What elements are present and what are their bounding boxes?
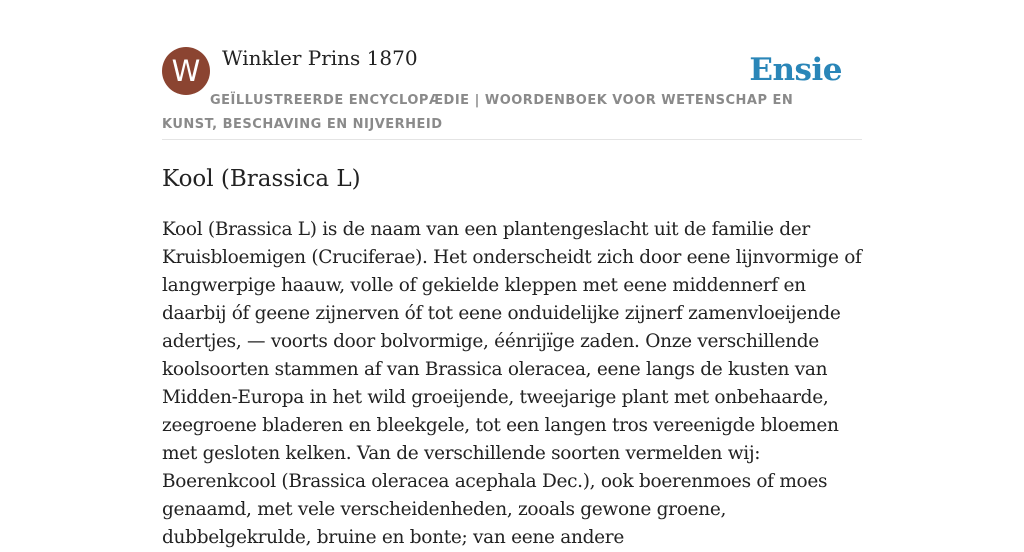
header (162, 0, 862, 140)
source-avatar[interactable]: W (162, 47, 210, 95)
source-title[interactable]: Winkler Prins 1870 (222, 46, 418, 70)
article-title: Kool (Brassica L) (162, 166, 361, 192)
source-subtitle: GEÏLLUSTREERDE ENCYCLOPÆDIE | WOORDENBOEK VOOR WETENSCHAP EN KUNST, BESCHAVING EN NIJVERHEID (162, 93, 794, 132)
ensie-logo-link[interactable]: Ensie (749, 52, 842, 88)
page (162, 0, 862, 548)
article-body: Kool (Brassica L) is de naam van een plantengeslacht uit de familie der Kruisbloemigen (Cruciferae). Het onderscheidt zich door eene lijnvormige of langwerpige haauw, volle of gekielde kleppen met eene middennerf en daarbij óf geene zijnerven óf tot eene onduidelijke zijnerf zamenvloeijende adertjes, — voorts door bolvormige, éénrijïge zaden. Onze verschillende koolsoorten stammen af van Brassica oleracea, eene langs de kusten van Midden-Europa in het wild groeijende, tweejarige plant met onbehaarde, zeegroene bladeren en bleekgele, tot een langen tros vereenigde bloemen met gesloten kelken. Van de verschillende soorten vermelden wij: Boerenkcool (Brassica oleracea acephala Dec.), ook boerenmoes of moes genaamd, met vele verscheidenheden, zooals gewone groene, dubbelgekrulde, bruine en bonte; van eene andere (162, 219, 862, 548)
